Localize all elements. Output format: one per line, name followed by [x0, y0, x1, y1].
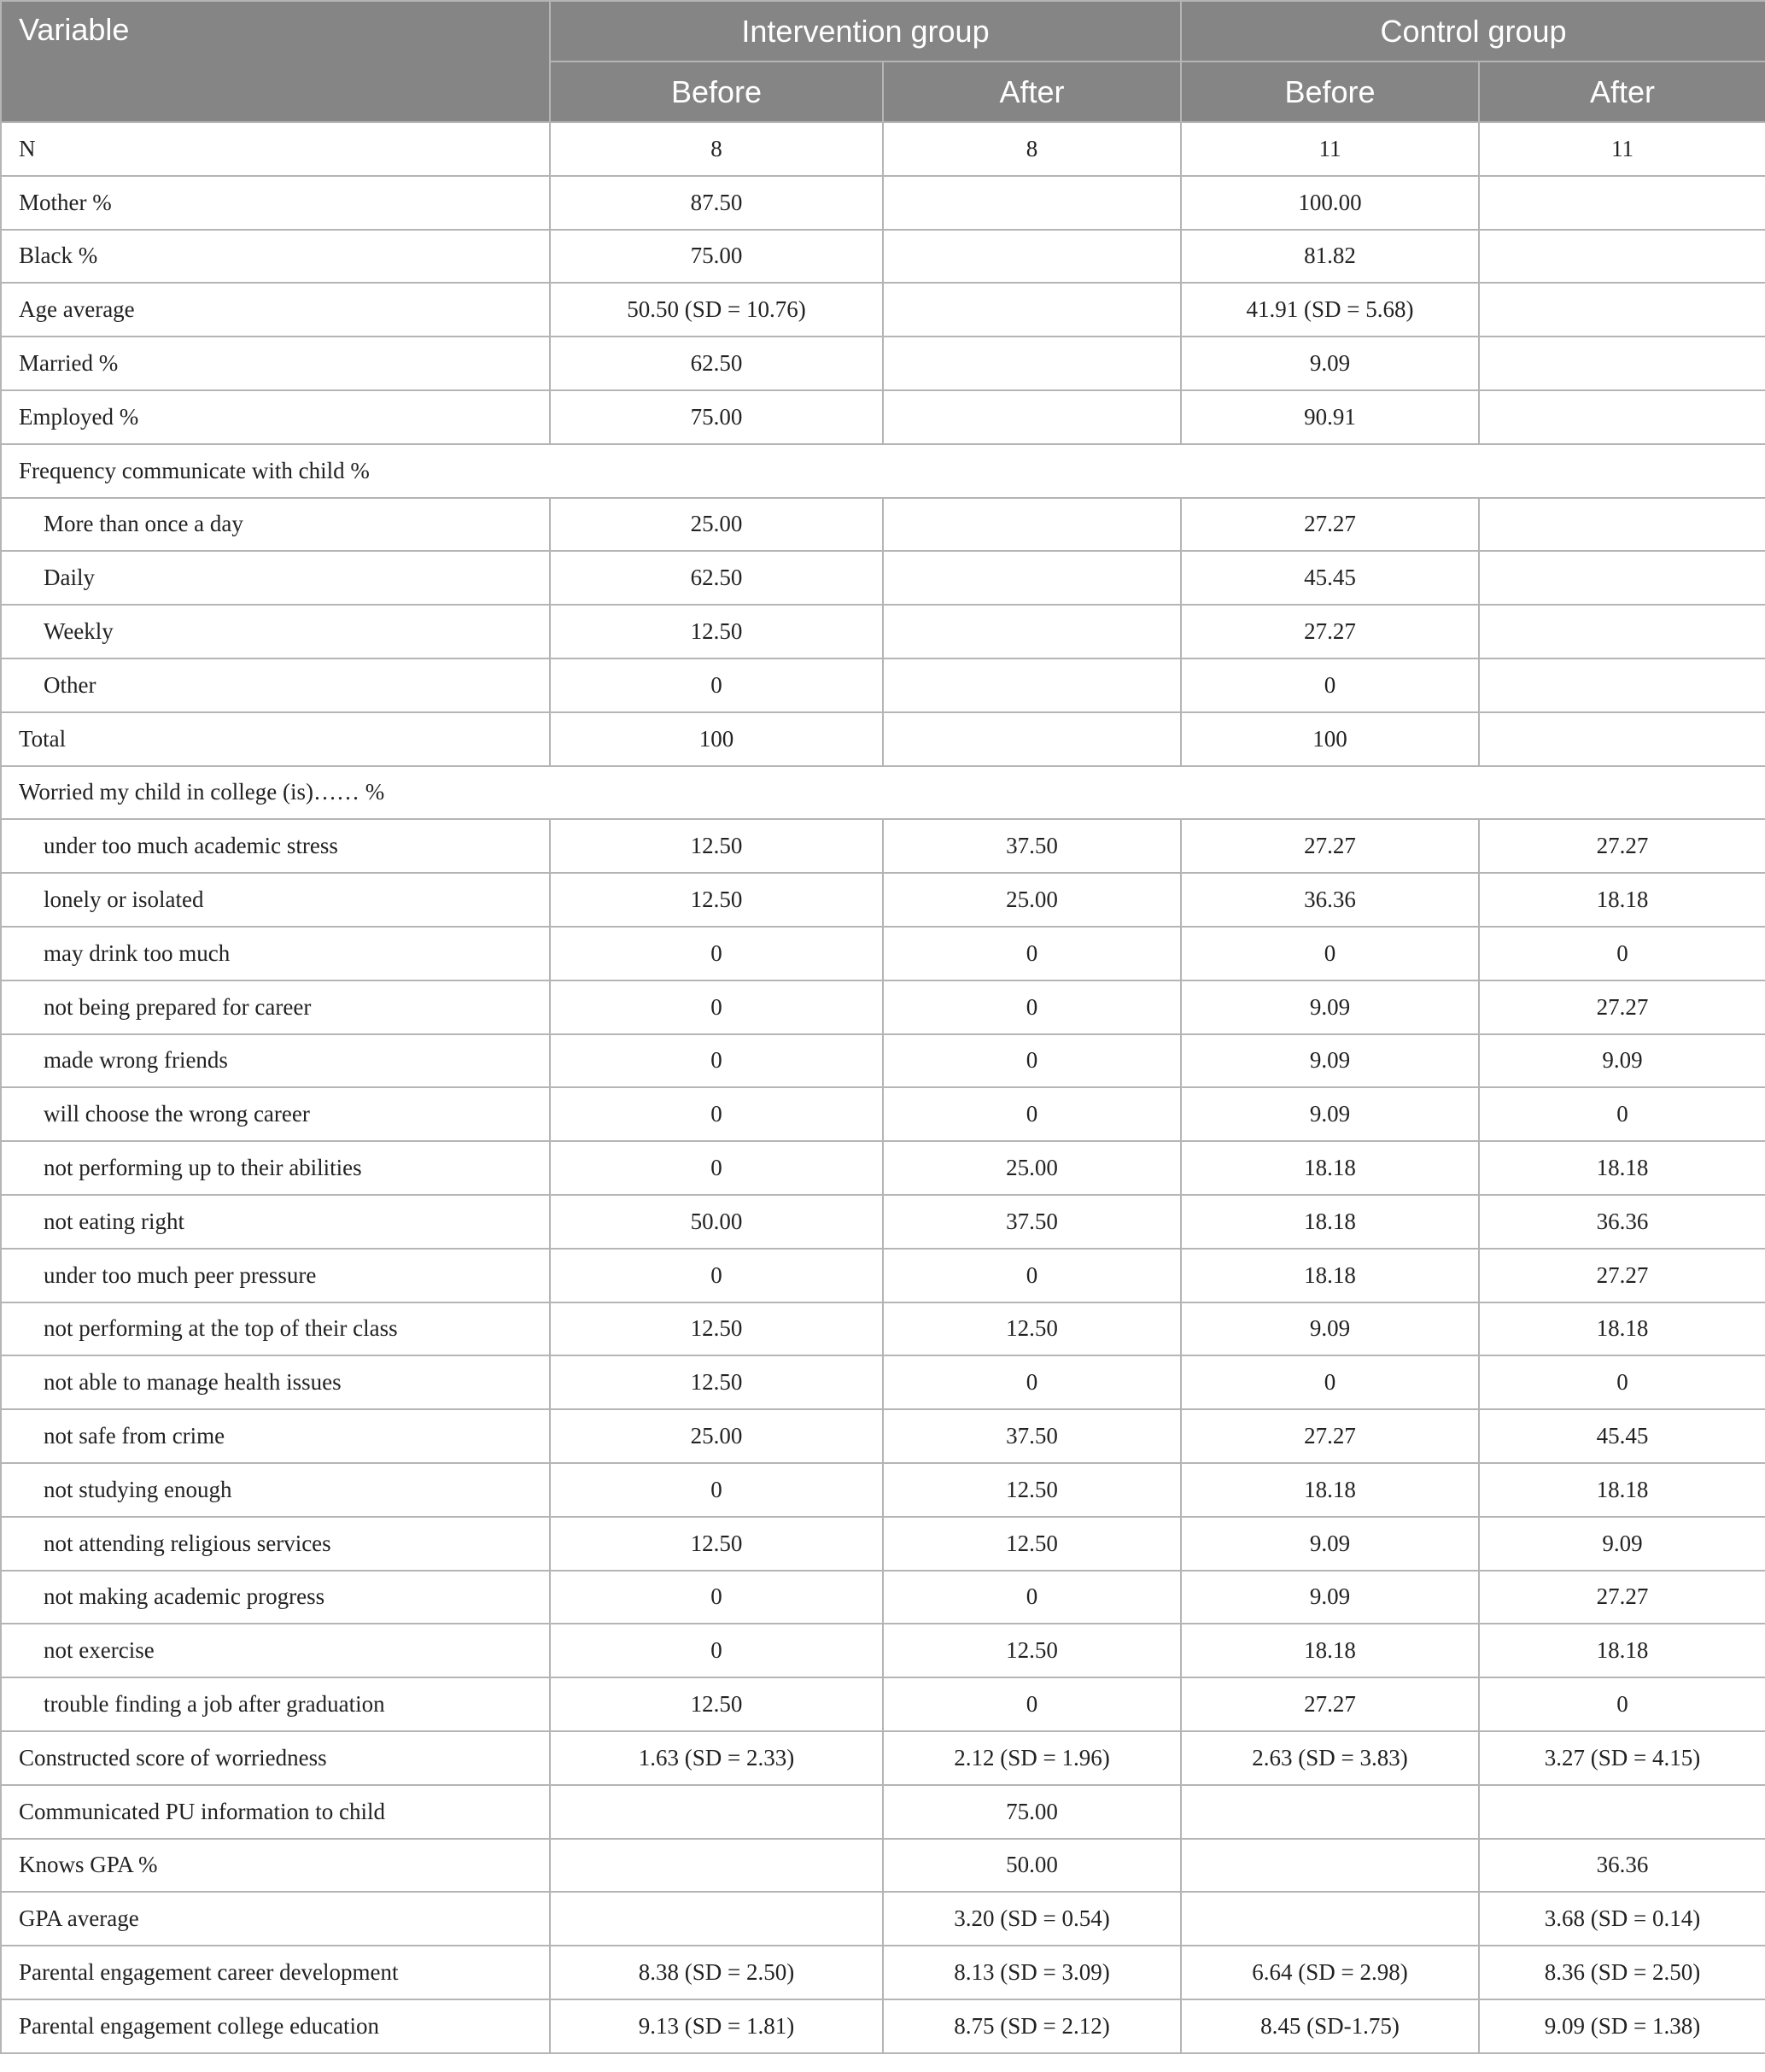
control-before-cell: 18.18: [1181, 1195, 1479, 1249]
intervention-before-cell: 0: [550, 1141, 883, 1195]
intervention-after-cell: 0: [883, 1034, 1181, 1088]
intervention-before-cell: 0: [550, 1571, 883, 1624]
control-before-cell: 36.36: [1181, 873, 1479, 927]
control-after-cell: 9.09 (SD = 1.38): [1479, 1999, 1765, 2053]
intervention-after-cell: 8.75 (SD = 2.12): [883, 1999, 1181, 2053]
table-row: [1, 1571, 1765, 1624]
control-before-cell: 18.18: [1181, 1463, 1479, 1517]
row-label: will choose the wrong career: [1, 1087, 550, 1141]
intervention-before-cell: 12.50: [550, 1517, 883, 1571]
control-after-cell: 0: [1479, 1355, 1765, 1409]
row-label: not exercise: [1, 1624, 550, 1677]
row-label: Parental engagement college education: [1, 1999, 550, 2053]
row-label: under too much academic stress: [1, 819, 550, 873]
intervention-after-header: After: [883, 61, 1181, 122]
control-after-cell: [1479, 498, 1765, 552]
intervention-before-cell: 62.50: [550, 551, 883, 605]
intervention-before-cell: 12.50: [550, 605, 883, 658]
table-row: [1, 1677, 1765, 1731]
control-after-cell: [1479, 605, 1765, 658]
intervention-after-cell: [883, 230, 1181, 284]
control-before-cell: 81.82: [1181, 230, 1479, 284]
control-before-cell: 2.63 (SD = 3.83): [1181, 1731, 1479, 1785]
intervention-after-cell: 37.50: [883, 1195, 1181, 1249]
control-after-header: After: [1479, 61, 1765, 122]
section-label: Worried my child in college (is)…… %: [1, 766, 1765, 820]
intervention-after-cell: 12.50: [883, 1624, 1181, 1677]
table-row: [1, 927, 1765, 980]
intervention-before-cell: 8.38 (SD = 2.50): [550, 1946, 883, 1999]
control-before-cell: 9.09: [1181, 1087, 1479, 1141]
row-label: not being prepared for career: [1, 980, 550, 1034]
row-label: Total: [1, 712, 550, 766]
table-row: [1, 1195, 1765, 1249]
control-before-cell: 11: [1181, 122, 1479, 176]
intervention-after-cell: [883, 498, 1181, 552]
intervention-before-cell: 0: [550, 1463, 883, 1517]
intervention-before-cell: 0: [550, 927, 883, 980]
control-after-cell: [1479, 390, 1765, 444]
control-after-cell: 36.36: [1479, 1195, 1765, 1249]
control-before-cell: 100.00: [1181, 176, 1479, 230]
intervention-before-cell: 12.50: [550, 873, 883, 927]
table-body: [1, 122, 1765, 2053]
section-row: [1, 444, 1765, 498]
intervention-after-cell: 8: [883, 122, 1181, 176]
control-after-cell: 0: [1479, 927, 1765, 980]
intervention-before-cell: 1.63 (SD = 2.33): [550, 1731, 883, 1785]
intervention-after-cell: [883, 605, 1181, 658]
intervention-after-cell: 25.00: [883, 873, 1181, 927]
table-row: [1, 283, 1765, 337]
row-label: under too much peer pressure: [1, 1249, 550, 1302]
control-after-cell: [1479, 712, 1765, 766]
intervention-after-cell: 12.50: [883, 1302, 1181, 1356]
control-before-cell: 9.09: [1181, 1034, 1479, 1088]
intervention-before-cell: 12.50: [550, 1355, 883, 1409]
control-before-cell: 90.91: [1181, 390, 1479, 444]
intervention-after-cell: [883, 390, 1181, 444]
intervention-before-cell: 87.50: [550, 176, 883, 230]
header-row: [1, 1, 1765, 61]
table-row: [1, 337, 1765, 390]
intervention-before-cell: 50.50 (SD = 10.76): [550, 283, 883, 337]
row-label: Communicated PU information to child: [1, 1785, 550, 1839]
table-row: [1, 230, 1765, 284]
row-label: lonely or isolated: [1, 873, 550, 927]
control-before-cell: 18.18: [1181, 1249, 1479, 1302]
control-before-cell: 100: [1181, 712, 1479, 766]
row-label: Weekly: [1, 605, 550, 658]
intervention-before-cell: 0: [550, 1624, 883, 1677]
intervention-after-cell: 75.00: [883, 1785, 1181, 1839]
intervention-after-cell: [883, 176, 1181, 230]
control-after-cell: 11: [1479, 122, 1765, 176]
intervention-before-header: Before: [550, 61, 883, 122]
intervention-before-cell: 12.50: [550, 1677, 883, 1731]
intervention-after-cell: 0: [883, 1677, 1181, 1731]
intervention-after-cell: 3.20 (SD = 0.54): [883, 1892, 1181, 1946]
table-row: [1, 1034, 1765, 1088]
control-before-cell: 6.64 (SD = 2.98): [1181, 1946, 1479, 1999]
intervention-before-cell: 25.00: [550, 498, 883, 552]
control-before-cell: 27.27: [1181, 605, 1479, 658]
table-row: [1, 1409, 1765, 1463]
intervention-before-cell: 75.00: [550, 390, 883, 444]
control-before-cell: 27.27: [1181, 1677, 1479, 1731]
control-after-cell: 36.36: [1479, 1839, 1765, 1893]
table-row: [1, 1892, 1765, 1946]
row-label: Age average: [1, 283, 550, 337]
control-after-cell: 27.27: [1479, 980, 1765, 1034]
table-row: [1, 1249, 1765, 1302]
control-before-cell: 41.91 (SD = 5.68): [1181, 283, 1479, 337]
table-row: [1, 390, 1765, 444]
control-after-cell: 18.18: [1479, 1302, 1765, 1356]
intervention-after-cell: 37.50: [883, 819, 1181, 873]
intervention-after-cell: 8.13 (SD = 3.09): [883, 1946, 1181, 1999]
intervention-before-cell: [550, 1839, 883, 1893]
table-row: [1, 1785, 1765, 1839]
table-row: [1, 1731, 1765, 1785]
row-label: not safe from crime: [1, 1409, 550, 1463]
row-label: Knows GPA %: [1, 1839, 550, 1893]
intervention-after-cell: 0: [883, 1571, 1181, 1624]
intervention-after-cell: 37.50: [883, 1409, 1181, 1463]
control-before-cell: 18.18: [1181, 1141, 1479, 1195]
row-label: trouble finding a job after graduation: [1, 1677, 550, 1731]
control-after-cell: 27.27: [1479, 1571, 1765, 1624]
control-after-cell: 45.45: [1479, 1409, 1765, 1463]
intervention-after-cell: [883, 712, 1181, 766]
intervention-after-cell: 0: [883, 1087, 1181, 1141]
intervention-before-cell: 12.50: [550, 819, 883, 873]
intervention-after-cell: 25.00: [883, 1141, 1181, 1195]
table-row: [1, 1517, 1765, 1571]
table-row: [1, 551, 1765, 605]
control-before-cell: 9.09: [1181, 980, 1479, 1034]
intervention-before-cell: 0: [550, 1087, 883, 1141]
row-label: Mother %: [1, 176, 550, 230]
intervention-after-cell: 0: [883, 1355, 1181, 1409]
intervention-before-cell: 0: [550, 980, 883, 1034]
table-row: [1, 176, 1765, 230]
table-row: [1, 1087, 1765, 1141]
row-label: not performing at the top of their class: [1, 1302, 550, 1356]
control-group-header: Control group: [1181, 1, 1765, 61]
row-label: made wrong friends: [1, 1034, 550, 1088]
row-label: GPA average: [1, 1892, 550, 1946]
control-before-cell: 0: [1181, 1355, 1479, 1409]
control-before-cell: 27.27: [1181, 819, 1479, 873]
control-before-header: Before: [1181, 61, 1479, 122]
control-after-cell: 18.18: [1479, 873, 1765, 927]
control-after-cell: 18.18: [1479, 1141, 1765, 1195]
intervention-group-header: Intervention group: [550, 1, 1181, 61]
row-label: N: [1, 122, 550, 176]
table-row: [1, 1946, 1765, 1999]
table-row: [1, 980, 1765, 1034]
control-before-cell: 27.27: [1181, 1409, 1479, 1463]
control-after-cell: [1479, 283, 1765, 337]
control-before-cell: 9.09: [1181, 1517, 1479, 1571]
intervention-before-cell: 62.50: [550, 337, 883, 390]
table-row: [1, 1999, 1765, 2053]
row-label: Black %: [1, 230, 550, 284]
table-row: [1, 1141, 1765, 1195]
intervention-before-cell: [550, 1892, 883, 1946]
table-row: [1, 712, 1765, 766]
intervention-after-cell: 12.50: [883, 1463, 1181, 1517]
control-after-cell: [1479, 230, 1765, 284]
variable-header: Variable: [1, 1, 550, 122]
table-row: [1, 498, 1765, 552]
intervention-before-cell: 12.50: [550, 1302, 883, 1356]
control-after-cell: 18.18: [1479, 1624, 1765, 1677]
control-before-cell: 8.45 (SD-1.75): [1181, 1999, 1479, 2053]
row-label: Employed %: [1, 390, 550, 444]
intervention-after-cell: [883, 283, 1181, 337]
row-label: Constructed score of worriedness: [1, 1731, 550, 1785]
control-after-cell: 0: [1479, 1677, 1765, 1731]
control-before-cell: 9.09: [1181, 337, 1479, 390]
section-label: Frequency communicate with child %: [1, 444, 1765, 498]
control-after-cell: [1479, 551, 1765, 605]
row-label: Daily: [1, 551, 550, 605]
intervention-after-cell: [883, 337, 1181, 390]
section-row: [1, 766, 1765, 820]
control-before-cell: [1181, 1892, 1479, 1946]
intervention-before-cell: 50.00: [550, 1195, 883, 1249]
intervention-after-cell: [883, 658, 1181, 712]
row-label: not eating right: [1, 1195, 550, 1249]
intervention-before-cell: 0: [550, 658, 883, 712]
control-after-cell: 9.09: [1479, 1517, 1765, 1571]
row-label: not making academic progress: [1, 1571, 550, 1624]
row-label: More than once a day: [1, 498, 550, 552]
table-row: [1, 1463, 1765, 1517]
table-row: [1, 819, 1765, 873]
table-row: [1, 122, 1765, 176]
row-label: Parental engagement career development: [1, 1946, 550, 1999]
control-after-cell: 3.27 (SD = 4.15): [1479, 1731, 1765, 1785]
intervention-after-cell: 0: [883, 1249, 1181, 1302]
table-header: [1, 1, 1765, 122]
row-label: not able to manage health issues: [1, 1355, 550, 1409]
control-after-cell: 18.18: [1479, 1463, 1765, 1517]
intervention-before-cell: 0: [550, 1034, 883, 1088]
intervention-before-cell: 9.13 (SD = 1.81): [550, 1999, 883, 2053]
intervention-before-cell: 100: [550, 712, 883, 766]
row-label: not studying enough: [1, 1463, 550, 1517]
control-before-cell: 0: [1181, 927, 1479, 980]
control-after-cell: 8.36 (SD = 2.50): [1479, 1946, 1765, 1999]
control-after-cell: 27.27: [1479, 819, 1765, 873]
table-row: [1, 1355, 1765, 1409]
control-before-cell: [1181, 1839, 1479, 1893]
intervention-before-cell: [550, 1785, 883, 1839]
table-row: [1, 658, 1765, 712]
table-row: [1, 1302, 1765, 1356]
control-after-cell: [1479, 337, 1765, 390]
row-label: Other: [1, 658, 550, 712]
intervention-before-cell: 8: [550, 122, 883, 176]
control-before-cell: 45.45: [1181, 551, 1479, 605]
control-before-cell: 27.27: [1181, 498, 1479, 552]
control-before-cell: 0: [1181, 658, 1479, 712]
row-label: not attending religious services: [1, 1517, 550, 1571]
intervention-before-cell: 0: [550, 1249, 883, 1302]
table-row: [1, 605, 1765, 658]
control-after-cell: [1479, 176, 1765, 230]
control-before-cell: [1181, 1785, 1479, 1839]
row-label: not performing up to their abilities: [1, 1141, 550, 1195]
table-row: [1, 1839, 1765, 1893]
table-row: [1, 1624, 1765, 1677]
intervention-after-cell: 12.50: [883, 1517, 1181, 1571]
control-after-cell: 0: [1479, 1087, 1765, 1141]
intervention-after-cell: 2.12 (SD = 1.96): [883, 1731, 1181, 1785]
intervention-after-cell: [883, 551, 1181, 605]
intervention-after-cell: 0: [883, 980, 1181, 1034]
intervention-before-cell: 25.00: [550, 1409, 883, 1463]
row-label: Married %: [1, 337, 550, 390]
row-label: may drink too much: [1, 927, 550, 980]
control-before-cell: 9.09: [1181, 1571, 1479, 1624]
control-after-cell: 27.27: [1479, 1249, 1765, 1302]
control-after-cell: [1479, 658, 1765, 712]
intervention-before-cell: 75.00: [550, 230, 883, 284]
control-after-cell: 9.09: [1479, 1034, 1765, 1088]
control-after-cell: 3.68 (SD = 0.14): [1479, 1892, 1765, 1946]
control-before-cell: 9.09: [1181, 1302, 1479, 1356]
intervention-after-cell: 0: [883, 927, 1181, 980]
table-row: [1, 873, 1765, 927]
intervention-after-cell: 50.00: [883, 1839, 1181, 1893]
control-after-cell: [1479, 1785, 1765, 1839]
control-before-cell: 18.18: [1181, 1624, 1479, 1677]
